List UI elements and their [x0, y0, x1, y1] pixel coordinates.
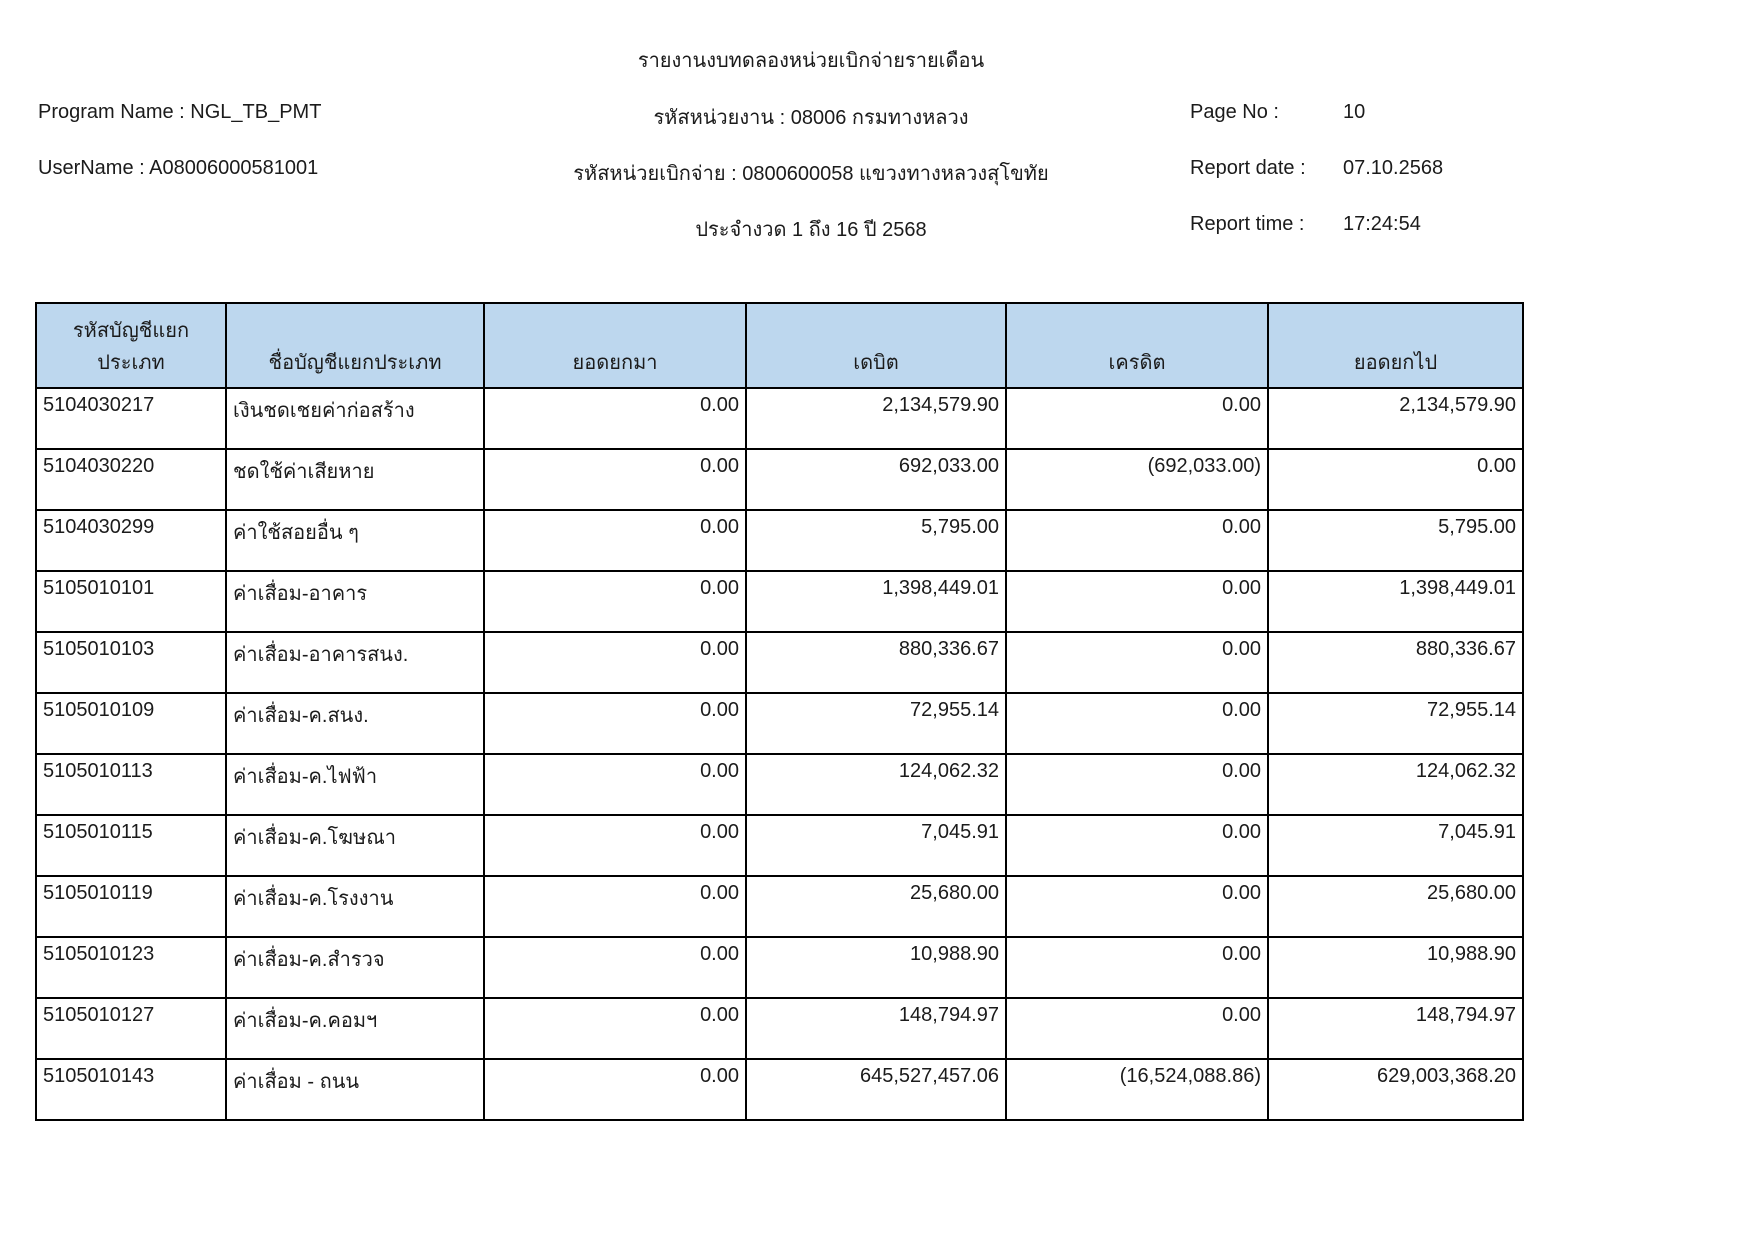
credit-cell: 0.00 — [1006, 510, 1268, 571]
credit-cell: (16,524,088.86) — [1006, 1059, 1268, 1120]
column-header-opening-balance: ยอดยกมา — [484, 303, 746, 388]
closing-balance-cell: 10,988.90 — [1268, 937, 1523, 998]
credit-cell: 0.00 — [1006, 571, 1268, 632]
debit-cell: 72,955.14 — [746, 693, 1006, 754]
user-name-text: UserName : A08006000581001 — [38, 157, 319, 179]
credit-cell: 0.00 — [1006, 693, 1268, 754]
credit-cell: 0.00 — [1006, 815, 1268, 876]
table-row — [36, 510, 1523, 571]
account-name-cell: ค่าเสื่อม-อาคาร — [226, 571, 484, 632]
page-no-value: 10 — [1343, 101, 1366, 123]
closing-balance-cell: 880,336.67 — [1268, 632, 1523, 693]
table-row — [36, 815, 1523, 876]
credit-cell: 0.00 — [1006, 876, 1268, 937]
column-header-credit: เครดิต — [1006, 303, 1268, 388]
debit-cell: 1,398,449.01 — [746, 571, 1006, 632]
account-code-cell: 5105010143 — [36, 1059, 226, 1120]
opening-balance-cell: 0.00 — [484, 815, 746, 876]
credit-cell: 0.00 — [1006, 632, 1268, 693]
table-row — [36, 449, 1523, 510]
account-name-cell: ชดใช้ค่าเสียหาย — [226, 449, 484, 510]
closing-balance-cell: 5,795.00 — [1268, 510, 1523, 571]
agency-code-text: รหัสหน่วยงาน : 08006 กรมทางหลวง — [653, 107, 969, 129]
table-row — [36, 876, 1523, 937]
account-code-cell: 5105010103 — [36, 632, 226, 693]
opening-balance-cell: 0.00 — [484, 632, 746, 693]
closing-balance-cell: 148,794.97 — [1268, 998, 1523, 1059]
account-code-cell: 5104030220 — [36, 449, 226, 510]
account-code-cell: 5105010123 — [36, 937, 226, 998]
table-row — [36, 937, 1523, 998]
period-text: ประจำงวด 1 ถึง 16 ปี 2568 — [695, 219, 927, 241]
opening-balance-cell: 0.00 — [484, 937, 746, 998]
opening-balance-cell: 0.00 — [484, 510, 746, 571]
closing-balance-cell: 7,045.91 — [1268, 815, 1523, 876]
opening-balance-cell: 0.00 — [484, 388, 746, 449]
account-name-cell: ค่าเสื่อม-ค.สำรวจ — [226, 937, 484, 998]
debit-cell: 2,134,579.90 — [746, 388, 1006, 449]
table-row — [36, 632, 1523, 693]
report-date-value: 07.10.2568 — [1343, 157, 1444, 179]
credit-cell: 0.00 — [1006, 754, 1268, 815]
credit-cell: (692,033.00) — [1006, 449, 1268, 510]
account-name-cell: ค่าเสื่อม-ค.โรงงาน — [226, 876, 484, 937]
closing-balance-cell: 629,003,368.20 — [1268, 1059, 1523, 1120]
account-code-cell: 5105010109 — [36, 693, 226, 754]
account-name-cell: ค่าเสื่อม-ค.ไฟฟ้า — [226, 754, 484, 815]
closing-balance-cell: 25,680.00 — [1268, 876, 1523, 937]
opening-balance-cell: 0.00 — [484, 876, 746, 937]
trial-balance-table — [35, 302, 1524, 1121]
table-row — [36, 1059, 1523, 1120]
opening-balance-cell: 0.00 — [484, 754, 746, 815]
account-name-cell: ค่าเสื่อม-ค.โฆษณา — [226, 815, 484, 876]
debit-cell: 10,988.90 — [746, 937, 1006, 998]
report-date-label: Report date : — [1190, 157, 1306, 179]
opening-balance-cell: 0.00 — [484, 998, 746, 1059]
debit-cell: 7,045.91 — [746, 815, 1006, 876]
credit-cell: 0.00 — [1006, 937, 1268, 998]
account-code-cell: 5105010119 — [36, 876, 226, 937]
debit-cell: 645,527,457.06 — [746, 1059, 1006, 1120]
account-name-cell: ค่าเสื่อม-ค.คอมฯ — [226, 998, 484, 1059]
table-row — [36, 754, 1523, 815]
opening-balance-cell: 0.00 — [484, 571, 746, 632]
account-name-cell: ค่าเสื่อม-อาคารสนง. — [226, 632, 484, 693]
credit-cell: 0.00 — [1006, 998, 1268, 1059]
debit-cell: 124,062.32 — [746, 754, 1006, 815]
account-name-cell: เงินชดเชยค่าก่อสร้าง — [226, 388, 484, 449]
table-body — [36, 388, 1523, 1120]
column-header-closing-balance: ยอดยกไป — [1268, 303, 1523, 388]
debit-cell: 25,680.00 — [746, 876, 1006, 937]
debit-cell: 148,794.97 — [746, 998, 1006, 1059]
closing-balance-cell: 1,398,449.01 — [1268, 571, 1523, 632]
account-code-cell: 5105010127 — [36, 998, 226, 1059]
opening-balance-cell: 0.00 — [484, 449, 746, 510]
debit-cell: 5,795.00 — [746, 510, 1006, 571]
account-name-cell: ค่าเสื่อม - ถนน — [226, 1059, 484, 1120]
debit-cell: 880,336.67 — [746, 632, 1006, 693]
report-time-label: Report time : — [1190, 213, 1305, 235]
column-header-account-code: รหัสบัญชีแยกประเภท — [36, 303, 226, 388]
account-code-cell: 5104030299 — [36, 510, 226, 571]
closing-balance-cell: 2,134,579.90 — [1268, 388, 1523, 449]
account-code-cell: 5105010101 — [36, 571, 226, 632]
column-header-account-name: ชื่อบัญชีแยกประเภท — [226, 303, 484, 388]
program-name-text: Program Name : NGL_TB_PMT — [38, 101, 322, 123]
credit-cell: 0.00 — [1006, 388, 1268, 449]
disbursement-unit-text: รหัสหน่วยเบิกจ่าย : 0800600058 แขวงทางหลวงสุโขทัย — [573, 163, 1049, 185]
closing-balance-cell: 72,955.14 — [1268, 693, 1523, 754]
table-header-row — [36, 303, 1523, 388]
table-row — [36, 998, 1523, 1059]
closing-balance-cell: 0.00 — [1268, 449, 1523, 510]
closing-balance-cell: 124,062.32 — [1268, 754, 1523, 815]
opening-balance-cell: 0.00 — [484, 1059, 746, 1120]
table-header — [36, 303, 1523, 388]
debit-cell: 692,033.00 — [746, 449, 1006, 510]
column-header-debit: เดบิต — [746, 303, 1006, 388]
account-code-cell: 5105010115 — [36, 815, 226, 876]
table-row — [36, 571, 1523, 632]
account-name-cell: ค่าใช้สอยอื่น ๆ — [226, 510, 484, 571]
report-title: รายงานงบทดลองหน่วยเบิกจ่ายรายเดือน — [637, 50, 985, 72]
account-code-cell: 5105010113 — [36, 754, 226, 815]
table-row — [36, 693, 1523, 754]
account-name-cell: ค่าเสื่อม-ค.สนง. — [226, 693, 484, 754]
table-row — [36, 388, 1523, 449]
opening-balance-cell: 0.00 — [484, 693, 746, 754]
report-time-value: 17:24:54 — [1343, 213, 1421, 235]
account-code-cell: 5104030217 — [36, 388, 226, 449]
page-no-label: Page No : — [1190, 101, 1279, 123]
